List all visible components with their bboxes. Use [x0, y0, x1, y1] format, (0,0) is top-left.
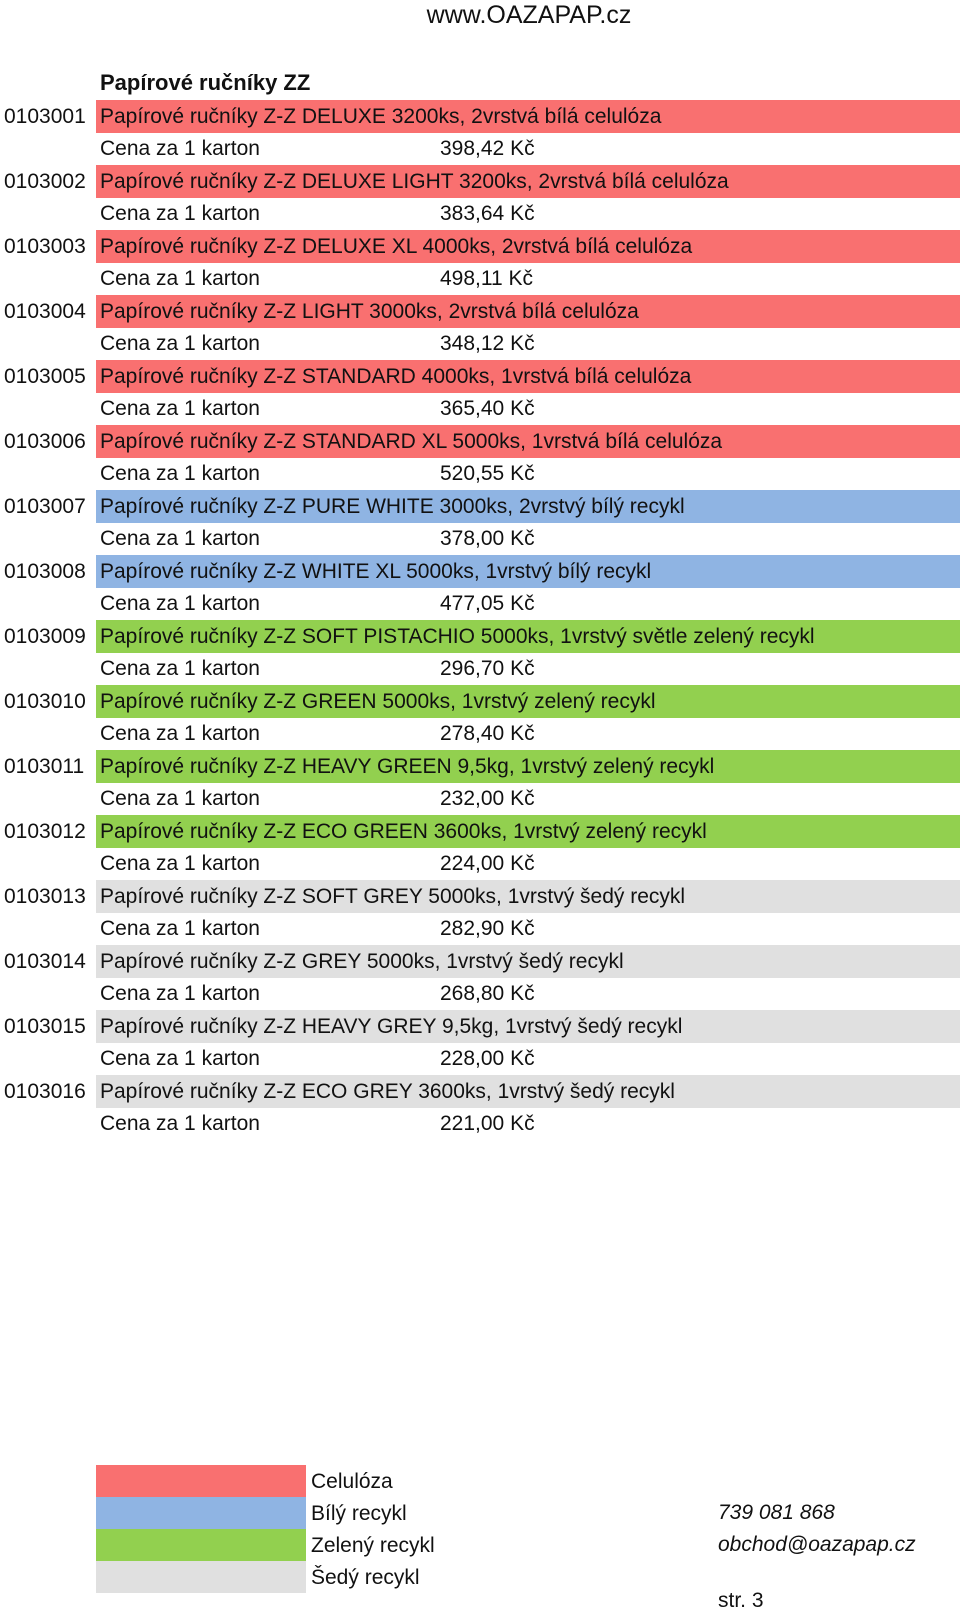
price-label: Cena za 1 karton: [100, 332, 260, 355]
price-label: Cena za 1 karton: [100, 1112, 260, 1135]
price-label: Cena za 1 karton: [100, 267, 260, 290]
page-number: str. 3: [718, 1589, 764, 1612]
product-row: [0, 165, 960, 198]
price-value: 296,70 Kč: [440, 657, 535, 680]
price-label: Cena za 1 karton: [100, 397, 260, 420]
product-code: 0103009: [4, 625, 86, 648]
price-value: 224,00 Kč: [440, 852, 535, 875]
product-item: [0, 425, 960, 490]
product-item: [0, 880, 960, 945]
legend-swatch: [96, 1561, 306, 1593]
price-row: [0, 523, 960, 555]
price-row: [0, 653, 960, 685]
product-code: 0103006: [4, 430, 86, 453]
product-row: [0, 880, 960, 913]
legend-label: Bílý recykl: [311, 1502, 407, 1525]
product-code: 0103004: [4, 300, 86, 323]
product-code: 0103016: [4, 1080, 86, 1103]
product-row: [0, 750, 960, 783]
legend-item: [96, 1529, 496, 1561]
product-name: Papírové ručníky Z-Z PURE WHITE 3000ks, 2vrstvý bílý recykl: [96, 490, 960, 523]
product-row: [0, 685, 960, 718]
section-title: Papírové ručníky ZZ: [100, 70, 311, 95]
product-code: 0103013: [4, 885, 86, 908]
product-item: [0, 945, 960, 1010]
legend-swatch: [96, 1497, 306, 1529]
price-row: [0, 263, 960, 295]
price-row: [0, 978, 960, 1010]
product-item: [0, 165, 960, 230]
product-code: 0103015: [4, 1015, 86, 1038]
price-row: [0, 133, 960, 165]
product-item: [0, 1010, 960, 1075]
product-item: [0, 1075, 960, 1140]
price-row: [0, 328, 960, 360]
price-label: Cena za 1 karton: [100, 657, 260, 680]
product-name: Papírové ručníky Z-Z ECO GREEN 3600ks, 1vrstvý zelený recykl: [96, 815, 960, 848]
product-item: [0, 100, 960, 165]
price-row: [0, 458, 960, 490]
price-value: 378,00 Kč: [440, 527, 535, 550]
price-value: 232,00 Kč: [440, 787, 535, 810]
legend-item: [96, 1465, 496, 1497]
product-row: [0, 360, 960, 393]
product-code: 0103008: [4, 560, 86, 583]
price-label: Cena za 1 karton: [100, 1047, 260, 1070]
price-row: [0, 1108, 960, 1140]
product-list: [0, 100, 960, 1140]
price-label: Cena za 1 karton: [100, 787, 260, 810]
product-item: [0, 555, 960, 620]
legend-label: Zelený recykl: [311, 1534, 435, 1557]
product-code: 0103012: [4, 820, 86, 843]
product-name: Papírové ručníky Z-Z GREY 5000ks, 1vrstvý šedý recykl: [96, 945, 960, 978]
product-name: Papírové ručníky Z-Z DELUXE LIGHT 3200ks, 2vrstvá bílá celulóza: [96, 165, 960, 198]
product-row: [0, 490, 960, 523]
product-row: [0, 230, 960, 263]
price-value: 398,42 Kč: [440, 137, 535, 160]
price-label: Cena za 1 karton: [100, 852, 260, 875]
price-label: Cena za 1 karton: [100, 917, 260, 940]
price-row: [0, 198, 960, 230]
price-row: [0, 393, 960, 425]
product-row: [0, 295, 960, 328]
product-item: [0, 750, 960, 815]
product-name: Papírové ručníky Z-Z STANDARD 4000ks, 1vrstvá bílá celulóza: [96, 360, 960, 393]
legend-swatch: [96, 1465, 306, 1497]
price-row: [0, 848, 960, 880]
price-value: 278,40 Kč: [440, 722, 535, 745]
product-item: [0, 490, 960, 555]
product-item: [0, 685, 960, 750]
site-url-header: www.OAZAPAP.cz: [426, 1, 632, 29]
product-name: Papírové ručníky Z-Z GREEN 5000ks, 1vrstvý zelený recykl: [96, 685, 960, 718]
legend-item: [96, 1561, 496, 1593]
price-value: 383,64 Kč: [440, 202, 535, 225]
price-label: Cena za 1 karton: [100, 462, 260, 485]
legend-label: Celulóza: [311, 1470, 393, 1493]
price-label: Cena za 1 karton: [100, 527, 260, 550]
product-row: [0, 425, 960, 458]
product-row: [0, 815, 960, 848]
product-item: [0, 360, 960, 425]
product-name: Papírové ručníky Z-Z DELUXE 3200ks, 2vrstvá bílá celulóza: [96, 100, 960, 133]
product-item: [0, 295, 960, 360]
product-name: Papírové ručníky Z-Z LIGHT 3000ks, 2vrstvá bílá celulóza: [96, 295, 960, 328]
price-row: [0, 718, 960, 750]
product-name: Papírové ručníky Z-Z HEAVY GREEN 9,5kg, 1vrstvý zelený recykl: [96, 750, 960, 783]
product-name: Papírové ručníky Z-Z SOFT GREY 5000ks, 1vrstvý šedý recykl: [96, 880, 960, 913]
product-code: 0103005: [4, 365, 86, 388]
product-row: [0, 945, 960, 978]
product-row: [0, 555, 960, 588]
price-row: [0, 1043, 960, 1075]
product-row: [0, 1010, 960, 1043]
price-value: 228,00 Kč: [440, 1047, 535, 1070]
product-code: 0103007: [4, 495, 86, 518]
product-code: 0103010: [4, 690, 86, 713]
product-name: Papírové ručníky Z-Z DELUXE XL 4000ks, 2vrstvá bílá celulóza: [96, 230, 960, 263]
product-name: Papírové ručníky Z-Z ECO GREY 3600ks, 1vrstvý šedý recykl: [96, 1075, 960, 1108]
product-code: 0103002: [4, 170, 86, 193]
price-label: Cena za 1 karton: [100, 982, 260, 1005]
price-value: 498,11 Kč: [440, 267, 534, 290]
price-value: 520,55 Kč: [440, 462, 535, 485]
price-value: 268,80 Kč: [440, 982, 535, 1005]
product-code: 0103014: [4, 950, 86, 973]
product-row: [0, 1075, 960, 1108]
legend-swatch: [96, 1529, 306, 1561]
price-label: Cena za 1 karton: [100, 592, 260, 615]
product-code: 0103011: [4, 755, 85, 778]
product-name: Papírové ručníky Z-Z SOFT PISTACHIO 5000ks, 1vrstvý světle zelený recykl: [96, 620, 960, 653]
price-row: [0, 913, 960, 945]
product-name: Papírové ručníky Z-Z WHITE XL 5000ks, 1vrstvý bílý recykl: [96, 555, 960, 588]
legend-label: Šedý recykl: [311, 1566, 420, 1589]
contact-email: obchod@oazapap.cz: [718, 1533, 916, 1556]
product-item: [0, 815, 960, 880]
product-item: [0, 230, 960, 295]
price-row: [0, 783, 960, 815]
product-row: [0, 620, 960, 653]
price-label: Cena za 1 karton: [100, 137, 260, 160]
price-value: 282,90 Kč: [440, 917, 535, 940]
price-label: Cena za 1 karton: [100, 722, 260, 745]
price-value: 365,40 Kč: [440, 397, 535, 420]
contact-phone: 739 081 868: [718, 1501, 835, 1524]
price-value: 348,12 Kč: [440, 332, 535, 355]
product-name: Papírové ručníky Z-Z STANDARD XL 5000ks, 1vrstvá bílá celulóza: [96, 425, 960, 458]
price-value: 221,00 Kč: [440, 1112, 535, 1135]
price-label: Cena za 1 karton: [100, 202, 260, 225]
product-code: 0103003: [4, 235, 86, 258]
price-value: 477,05 Kč: [440, 592, 535, 615]
product-row: [0, 100, 960, 133]
product-item: [0, 620, 960, 685]
product-name: Papírové ručníky Z-Z HEAVY GREY 9,5kg, 1vrstvý šedý recykl: [96, 1010, 960, 1043]
product-code: 0103001: [4, 105, 86, 128]
legend-item: [96, 1497, 496, 1529]
color-legend: [96, 1465, 496, 1593]
price-row: [0, 588, 960, 620]
